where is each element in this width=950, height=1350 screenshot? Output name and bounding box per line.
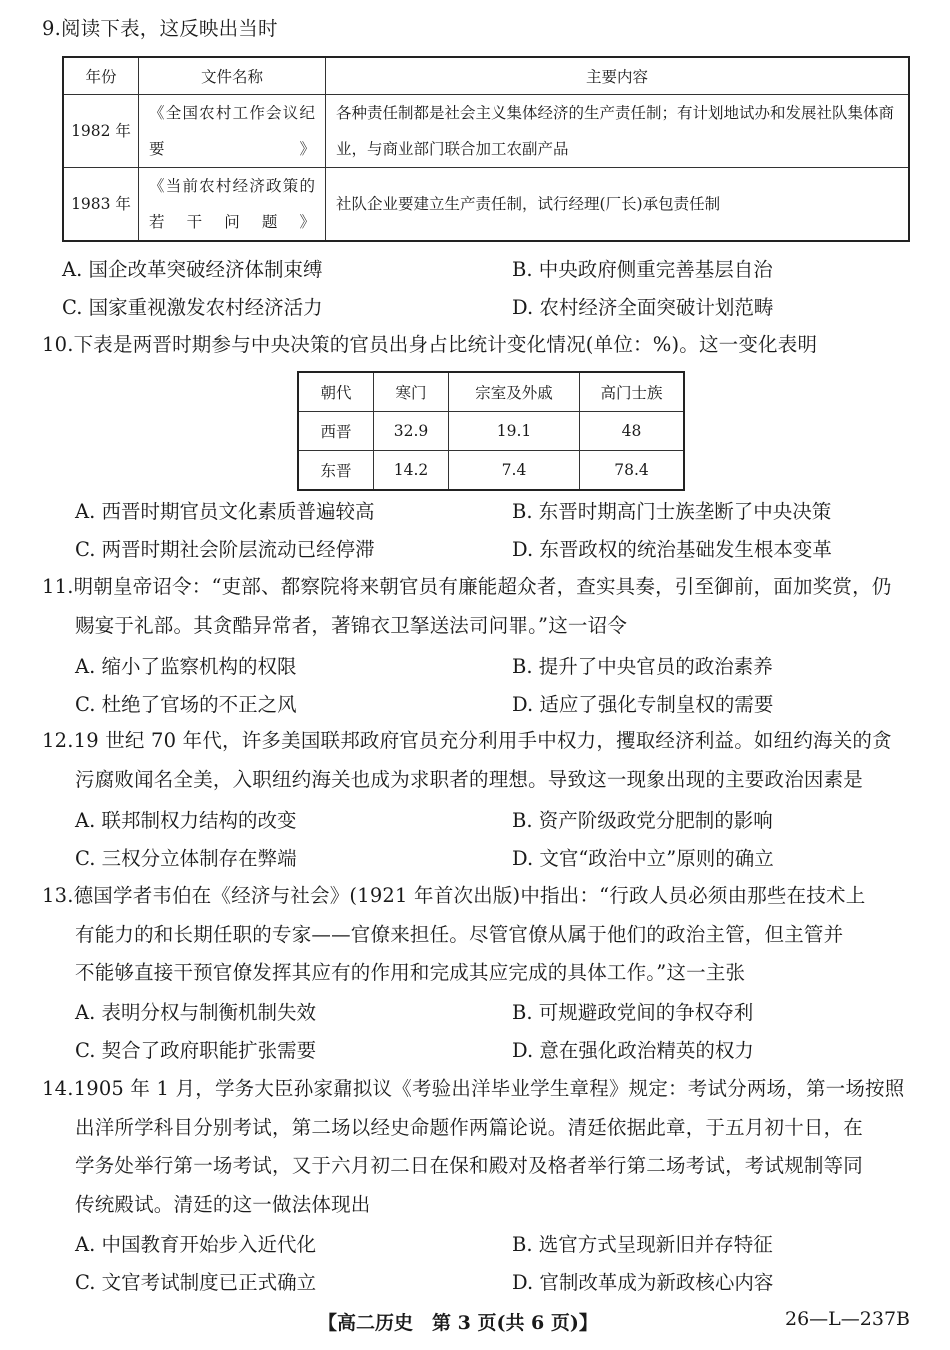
q14-stem-line: 学务处举行第一场考试，又于六月初二日在保和殿对及格者举行第二场考试，考试规制等同 [75, 1154, 864, 1177]
q10-stem-line: 10.下表是两晋时期参与中央决策的官员出身占比统计变化情况(单位：%)。这一变化表明 [42, 333, 818, 356]
q10-table [297, 371, 685, 491]
q9-stem-line: 9.阅读下表，这反映出当时 [42, 17, 278, 40]
q12-stem-line: 污腐败闻名全美，入职纽约海关也成为求职者的理想。导致这一现象出现的主要政治因素是 [75, 767, 864, 791]
q10-row2-gentry: 78.4 [580, 451, 685, 491]
q10-header-royal: 宗室及外戚 [449, 372, 580, 412]
q9-table-row [63, 95, 909, 168]
q9-stem [42, 10, 278, 49]
q11-stem-line: 11.明朝皇帝诏令：“吏部、都察院将来朝官员有廉能超众者，查实具奏，引至御前，面加奖赏，仍 [42, 575, 892, 598]
q9-header-doc: 文件名称 [139, 57, 326, 95]
q11-option-a: A. 缩小了监察机构的权限 [75, 655, 297, 678]
q14-stem-line: 出洋所学科目分别考试，第二场以经史命题作两篇论说。清廷依据此章，于五月初十日，在 [75, 1115, 864, 1139]
q11-stem [42, 568, 891, 645]
q14-stem [42, 1070, 904, 1224]
q13-stem-line: 不能够直接干预官僚发挥其应有的作用和完成其应完成的具体工作。”这一主张 [75, 961, 746, 984]
q10-row1-gentry: 48 [580, 412, 685, 451]
q9-table-row [63, 168, 909, 242]
q10-option-d: D. 东晋政权的统治基础发生根本变革 [512, 538, 832, 561]
q10-option-c: C. 两晋时期社会阶层流动已经停滞 [75, 538, 375, 561]
q9-row2-content: 社队企业要建立生产责任制，试行经理(厂长)承包责任制 [326, 168, 910, 242]
q9-option-d: D. 农村经济全面突破计划范畴 [512, 296, 774, 319]
q13-option-a: A. 表明分权与制衡机制失效 [75, 1001, 316, 1024]
q13-stem-line: 有能力的和长期任职的专家——官僚来担任。尽管官僚从属于他们的政治主管，但主管并 [75, 922, 844, 946]
q9-row1-year: 1982 年 [63, 95, 139, 168]
q10-row1-dynasty: 西晋 [298, 412, 374, 451]
q11-option-c: C. 杜绝了官场的不正之风 [75, 693, 297, 716]
q13-option-b: B. 可规避政党间的争权夺利 [512, 1001, 754, 1024]
q12-stem [42, 722, 892, 799]
q9-table [62, 56, 910, 242]
q14-stem-line: 传统殿试。清廷的这一做法体现出 [75, 1192, 371, 1216]
q10-header-gentry: 高门士族 [580, 372, 685, 412]
q10-row2-commoner: 14.2 [374, 451, 449, 491]
q13-option-c: C. 契合了政府职能扩张需要 [75, 1039, 317, 1062]
q9-option-c: C. 国家重视激发农村经济活力 [62, 296, 323, 319]
q14-option-c: C. 文官考试制度已正式确立 [75, 1271, 317, 1294]
paper-code: 26—L—237B [785, 1308, 911, 1330]
q14-option-a: A. 中国教育开始步入近代化 [75, 1233, 316, 1256]
q10-row1-commoner: 32.9 [374, 412, 449, 451]
q9-row1-doc: 《全国农村工作会议纪要》 [139, 95, 326, 168]
q12-stem-line: 12.19 世纪 70 年代，许多美国联邦政府官员充分利用手中权力，攫取经济利益。如纽约海关的贪 [42, 729, 892, 752]
q12-option-d: D. 文官“政治中立”原则的确立 [512, 847, 774, 870]
q9-option-b: B. 中央政府侧重完善基层自治 [512, 258, 773, 281]
q10-header-dynasty: 朝代 [298, 372, 374, 412]
q9-table-header [63, 57, 909, 95]
page-footer-number: 【高二历史 第 3 页(共 6 页)】 [318, 1312, 598, 1334]
q10-row1-royal: 19.1 [449, 412, 580, 451]
q10-row2-royal: 7.4 [449, 451, 580, 491]
q9-header-content: 主要内容 [326, 57, 910, 95]
q10-table-row [298, 451, 684, 491]
q12-option-a: A. 联邦制权力结构的改变 [75, 809, 297, 832]
q14-option-d: D. 官制改革成为新政核心内容 [512, 1271, 774, 1294]
q12-option-b: B. 资产阶级政党分肥制的影响 [512, 809, 773, 832]
q14-option-b: B. 选官方式呈现新旧并存特征 [512, 1233, 773, 1256]
q13-option-d: D. 意在强化政治精英的权力 [512, 1039, 754, 1062]
q10-row2-dynasty: 东晋 [298, 451, 374, 491]
q9-option-a: A. 国企改革突破经济体制束缚 [62, 258, 323, 281]
q13-stem [42, 877, 865, 993]
q10-table-header [298, 372, 684, 412]
q13-stem-line: 13.德国学者韦伯在《经济与社会》(1921 年首次出版)中指出：“行政人员必须由那些在技术上 [42, 884, 866, 907]
q9-row1-content: 各种责任制都是社会主义集体经济的生产责任制；有计划地试办和发展社队集体商业，与商业部门联合加工农副产品 [326, 95, 910, 168]
q10-stem [42, 326, 817, 365]
q11-option-b: B. 提升了中央官员的政治素养 [512, 655, 773, 678]
q11-option-d: D. 适应了强化专制皇权的需要 [512, 693, 774, 716]
q10-header-commoner: 寒门 [374, 372, 449, 412]
q10-option-b: B. 东晋时期高门士族垄断了中央决策 [512, 500, 832, 523]
q14-stem-line: 14.1905 年 1 月，学务大臣孙家鼐拟议《考验出洋毕业学生章程》规定：考试分两场，第一场按照 [42, 1077, 905, 1100]
q9-row2-year: 1983 年 [63, 168, 139, 242]
q11-stem-line: 赐宴于礼部。其贪酷异常者，著锦衣卫拏送法司问罪。”这一诏令 [75, 613, 628, 637]
q9-row2-doc: 《当前农村经济政策的若干问题》 [139, 168, 326, 242]
q10-option-a: A. 西晋时期官员文化素质普遍较高 [75, 500, 375, 523]
q10-table-row [298, 412, 684, 451]
q9-header-year: 年份 [63, 57, 139, 95]
q12-option-c: C. 三权分立体制存在弊端 [75, 847, 297, 870]
